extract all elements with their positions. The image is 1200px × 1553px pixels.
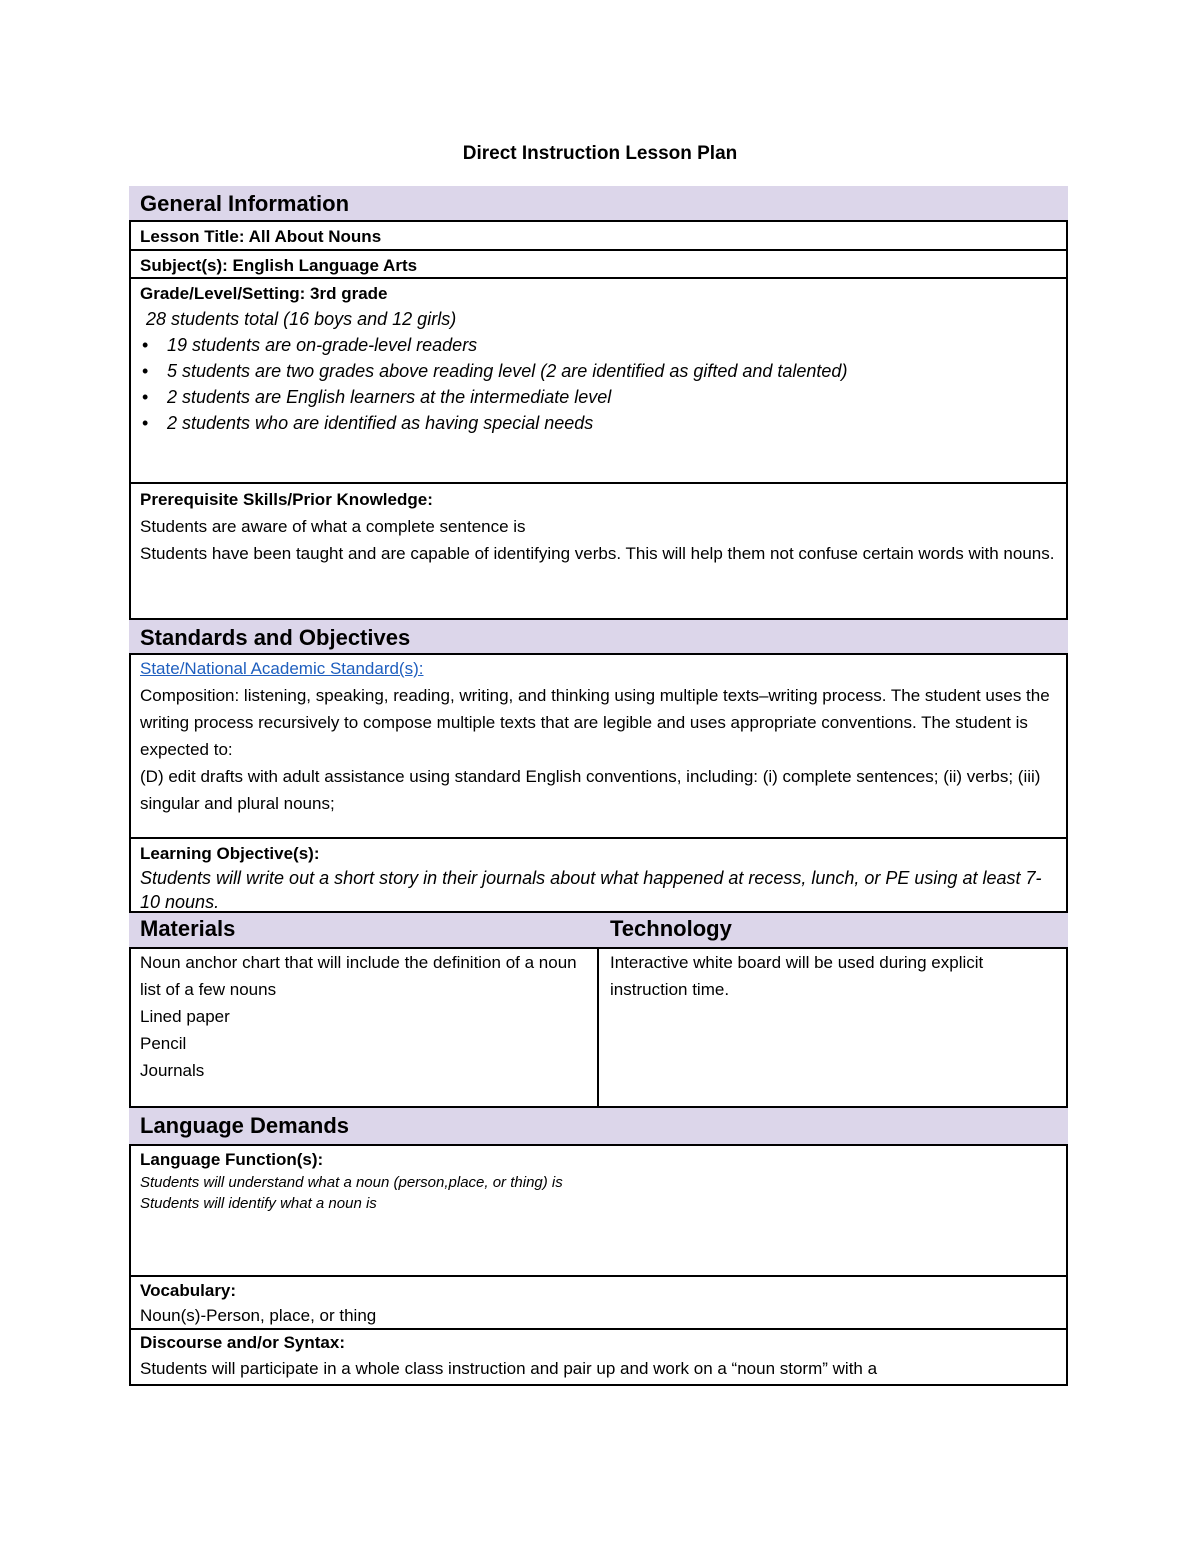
grade-level-setting: Grade/Level/Setting: 3rd grade [140, 284, 388, 303]
prerequisite-line: Students have been taught and are capable of identifying verbs. This will help them not confuse certain words with nouns. [140, 544, 1055, 563]
list-item: • 2 students who are identified as having special needs [140, 410, 1057, 436]
grade-setting-row [129, 279, 1068, 484]
materials-title: Materials [140, 916, 236, 941]
materials-technology-section [129, 913, 1068, 1106]
prerequisite-line: Students are aware of what a complete sentence is [140, 517, 526, 536]
language-function-line: Students will understand what a noun (person,place, or thing) is [140, 1174, 563, 1191]
list-item: • 5 students are two grades above reading level (2 are identified as gifted and talented) [140, 358, 1057, 384]
language-function-row [129, 1146, 1068, 1277]
list-item: • 2 students are English learners at the intermediate level [140, 384, 1057, 410]
list-item: list of a few nouns [140, 980, 277, 999]
prerequisite-label: Prerequisite Skills/Prior Knowledge: [140, 490, 433, 509]
discourse-text: Students will participate in a whole class instruction and pair up and work on a “noun storm” with a [140, 1359, 878, 1378]
subjects-row [129, 251, 1068, 279]
standards-objectives-header [129, 620, 1068, 655]
technology-content [599, 949, 1068, 1003]
learning-objective-label: Learning Objective(s): [140, 844, 320, 863]
document-title: Direct Instruction Lesson Plan [462, 143, 738, 164]
academic-standards-link[interactable]: State/National Academic Standard(s): [140, 659, 424, 678]
list-item: • 19 students are on-grade-level readers [140, 332, 1057, 358]
general-information-title: General Information [140, 191, 350, 216]
language-function-line: Students will identify what a noun is [140, 1195, 377, 1212]
materials-header [129, 913, 599, 949]
technology-header [599, 913, 1068, 949]
standards-objectives-title: Standards and Objectives [140, 625, 411, 650]
materials-list [129, 949, 597, 1084]
composition-standard: Composition: listening, speaking, reading, writing, and thinking using multiple texts–writing process. The student uses the writing process recursively to compose multiple texts that are legible and uses appropriate conventions. The student is expected to: [140, 686, 1050, 759]
edit-drafts-standard: (D) edit drafts with adult assistance using standard English conventions, including: (i) complete sentences; (ii) verbs; (iii) singular and plural nouns; [140, 767, 1041, 813]
technology-text: Interactive white board will be used during explicit instruction time. [610, 953, 984, 999]
language-function-label: Language Function(s): [140, 1150, 324, 1169]
standards-row [129, 655, 1068, 839]
learning-objective-text: Students will write out a short story in their journals about what happened at recess, lunch, or PE using at least 7-10 nouns. [140, 868, 1042, 912]
vocabulary-row [129, 1277, 1068, 1330]
general-information-header [129, 186, 1068, 222]
students-total: 28 students total (16 boys and 12 girls) [146, 309, 457, 329]
learning-objective-row [129, 839, 1068, 913]
prerequisite-row [129, 484, 1068, 620]
list-item: Journals [140, 1061, 205, 1080]
language-demands-title: Language Demands [140, 1113, 350, 1138]
subjects: Subject(s): English Language Arts [140, 256, 418, 275]
language-demands-header [129, 1106, 1068, 1146]
discourse-label: Discourse and/or Syntax: [140, 1333, 346, 1352]
discourse-row [129, 1330, 1068, 1386]
lesson-title-row [129, 222, 1068, 251]
student-groups-list [140, 332, 1057, 436]
list-item: Pencil [140, 1034, 187, 1053]
list-item: Lined paper [140, 1007, 230, 1026]
list-item: Noun anchor chart that will include the definition of a noun [140, 953, 577, 972]
vocabulary-label: Vocabulary: [140, 1281, 237, 1300]
technology-title: Technology [610, 916, 732, 941]
vocabulary-text: Noun(s)-Person, place, or thing [140, 1306, 377, 1325]
lesson-title: Lesson Title: All About Nouns [140, 227, 382, 246]
